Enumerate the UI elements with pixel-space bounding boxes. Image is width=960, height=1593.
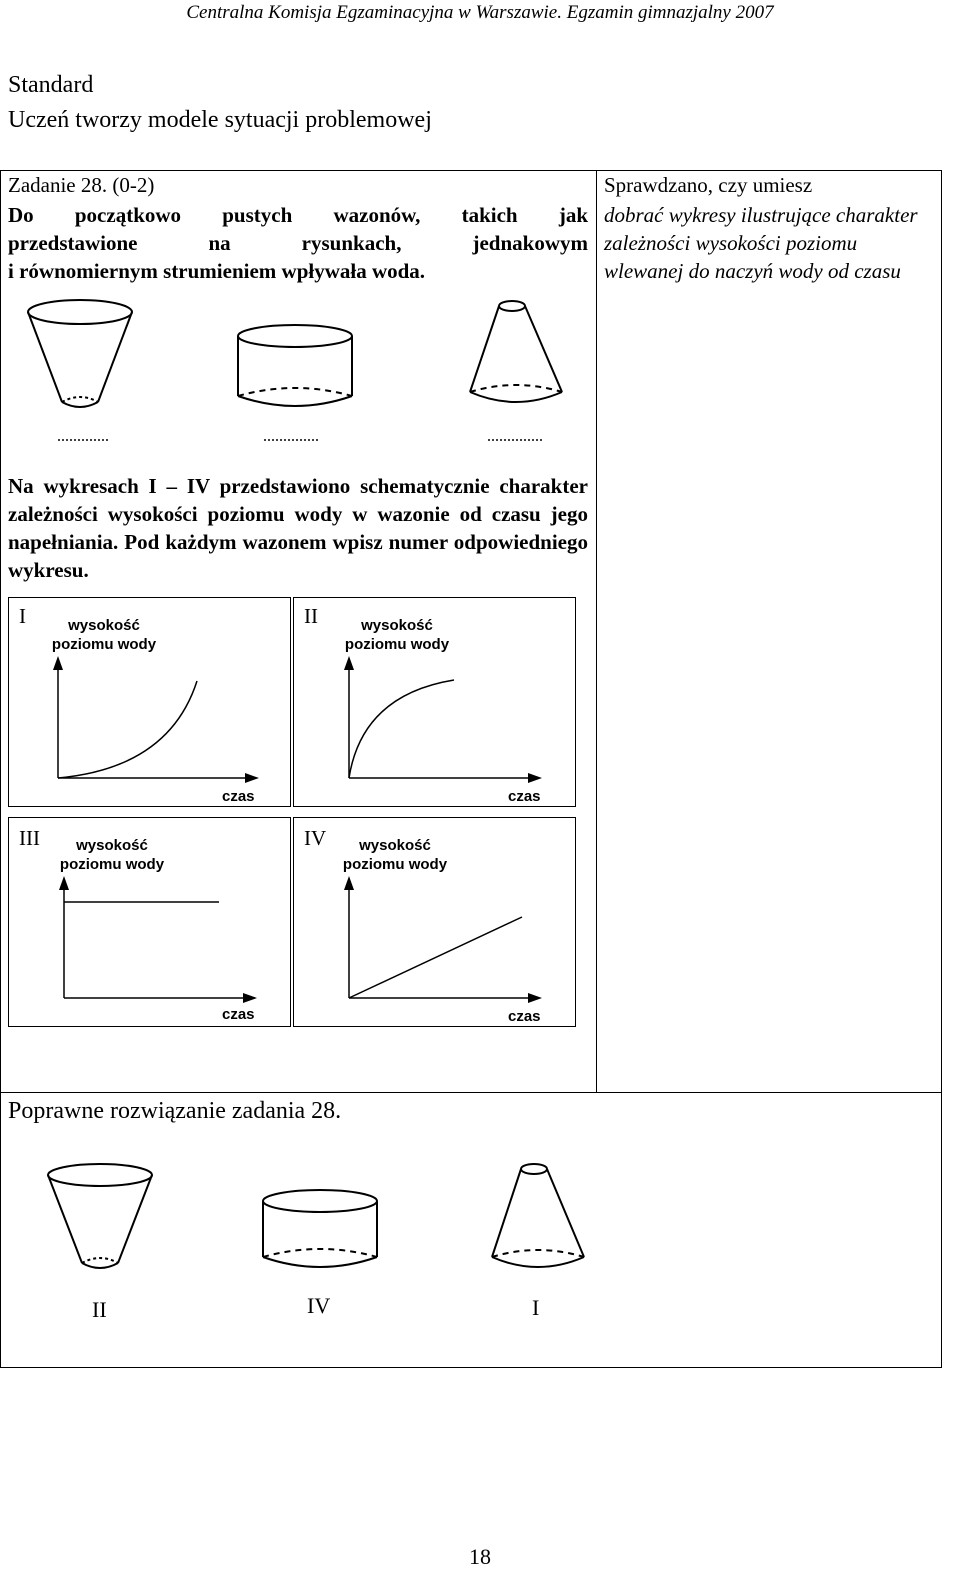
intro-line: i równomiernym strumieniem wpływała woda. [8, 259, 426, 283]
graph-IV-plot [294, 818, 575, 1026]
intro-line: Do początkowo pustych wazonów, takich jak [8, 203, 588, 227]
column-divider [596, 170, 597, 1092]
graph-xlabel: czas [222, 1006, 255, 1023]
curve-concave [349, 680, 454, 778]
ylabel-line1: wysokość [359, 837, 431, 854]
solution-answer-cylinder: IV [307, 1293, 331, 1318]
graph-panel-I [8, 597, 291, 807]
ylabel-line2: poziomu wody [342, 856, 448, 873]
task-title: Zadanie 28. (0-2) [8, 173, 155, 197]
y-axis-arrow [59, 876, 69, 890]
row-divider [0, 1092, 942, 1093]
x-axis-arrow [528, 773, 542, 783]
criteria-text: dobrać wykresy ilustrujące charakter zależności wysokości poziomu wlewanej do naczyń wody od czasu [604, 203, 918, 283]
curve-convex [58, 681, 197, 778]
graph-I-plot [9, 598, 290, 806]
cylinder-vase [230, 320, 360, 450]
intro-line: przedstawione na rysunkach, jednakowym [8, 231, 588, 255]
solution-cylinder-vase [255, 1185, 385, 1285]
graph-number: III [19, 826, 40, 850]
solution-funnel-vase [40, 1155, 160, 1285]
graph-III-plot [9, 818, 290, 1026]
ylabel-line2: poziomu wody [59, 856, 165, 873]
graph-panel-II [293, 597, 576, 807]
solution-answer-funnel: II [92, 1297, 107, 1322]
y-axis-arrow [344, 656, 354, 670]
criteria-title: Sprawdzano, czy umiesz [604, 173, 813, 197]
x-axis-arrow [528, 993, 542, 1003]
graph-xlabel: czas [508, 1008, 541, 1025]
graph-number: I [19, 604, 26, 628]
task-intro [8, 201, 588, 285]
y-axis-arrow [53, 656, 63, 670]
graph-panel-IV [293, 817, 576, 1027]
solution-cone-vase [482, 1155, 602, 1285]
ylabel-line1: wysokość [361, 617, 433, 634]
solution-title: Poprawne rozwiązanie zadania 28. [8, 1098, 342, 1124]
standard-text: Uczeń tworzy modele sytuacji problemowej [8, 107, 432, 133]
cone-vase [460, 290, 580, 450]
line-linear [349, 917, 522, 998]
graph-II-plot [294, 598, 575, 806]
graph-number: IV [304, 826, 327, 850]
y-axis-arrow [344, 876, 354, 890]
ylabel-line1: wysokość [76, 837, 148, 854]
task-instruction: Na wykresach I – IV przedstawiono schematycznie charakter zależności wysokości poziomu wody w wazonie od czasu jego napełniania. Pod każdym wazonem wpisz numer odpowiedniego wykresu. [8, 474, 588, 582]
graph-panel-III [8, 817, 291, 1027]
page-header: Centralna Komisja Egzaminacyjna w Warszawie. Egzamin gimnazjalny 2007 [186, 2, 774, 23]
graph-number: II [304, 604, 318, 628]
ylabel-line2: poziomu wody [344, 636, 450, 653]
funnel-vase [20, 290, 140, 450]
page-number: 18 [469, 1544, 491, 1569]
graph-xlabel: czas [508, 788, 541, 805]
solution-answer-cone: I [532, 1295, 540, 1320]
ylabel-line2: poziomu wody [51, 636, 157, 653]
standard-label: Standard [8, 72, 94, 98]
graph-xlabel: czas [222, 788, 255, 805]
ylabel-line1: wysokość [68, 617, 140, 634]
x-axis-arrow [245, 773, 259, 783]
x-axis-arrow [243, 993, 257, 1003]
